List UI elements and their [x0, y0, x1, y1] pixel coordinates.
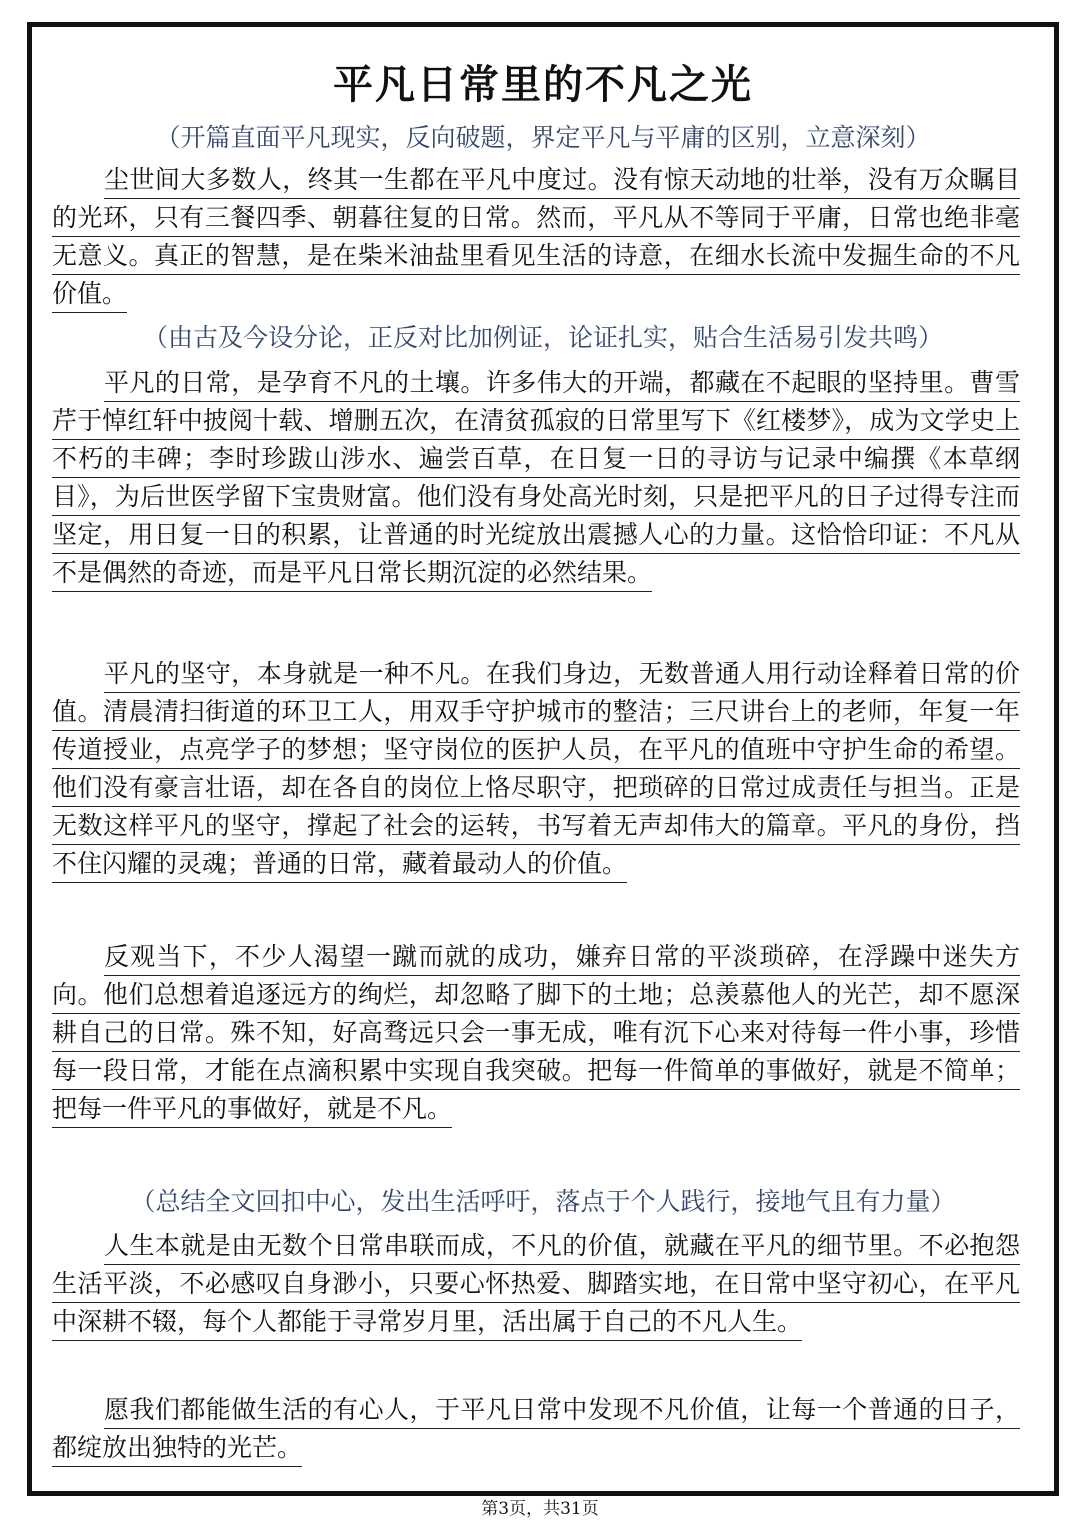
paragraph-3: [52, 655, 1020, 883]
paragraph-6: [52, 1391, 1020, 1467]
paragraph-5: [52, 1227, 1020, 1341]
annotation-conclusion: （总结全文回扣中心，发出生活呼吁，落点于个人践行，接地气且有力量）: [130, 1187, 956, 1216]
page-number: 第3页，共31页: [481, 1499, 599, 1519]
paragraph-2: [52, 364, 1020, 592]
essay-title: 平凡日常里的不凡之光: [333, 61, 753, 108]
page-frame: [27, 22, 1059, 1496]
paragraph-3-text: 平凡的坚守，本身就是一种不凡。在我们身边，无数普通人用行动诠释着日常的价值。清晨清扫街道的环卫工人，用双手守护城市的整洁；三尺讲台上的老师，年复一年传道授业，点亮学子的梦想；坚守岗位的医护人员，在平凡的值班中守护生命的希望。他们没有豪言壮语，却在各自的岗位上恪尽职守，把琐碎的日常过成责任与担当。正是无数这样平凡的坚守，撑起了社会的运转，书写着无声却伟大的篇章。平凡的身份，挡不住闪耀的灵魂；普通的日常，藏着最动人的价值。: [52, 659, 1020, 883]
annotation-body: （由古及今设分论，正反对比加例证，论证扎实，贴合生活易引发共鸣）: [142, 323, 943, 352]
paragraph-1: [52, 161, 1020, 313]
paragraph-6-text: 愿我们都能做生活的有心人，于平凡日常中发现不凡价值，让每一个普通的日子，都绽放出独特的光芒。: [52, 1395, 1020, 1467]
annotation-intro: （开篇直面平凡现实，反向破题，界定平凡与平庸的区别，立意深刻）: [155, 123, 931, 152]
paragraph-2-text: 平凡的日常，是孕育不凡的土壤。许多伟大的开端，都藏在不起眼的坚持里。曹雪芹于悼红轩中披阅十载、增删五次，在清贫孤寂的日常里写下《红楼梦》，成为文学史上不朽的丰碑；李时珍跋山涉水、遍尝百草，在日复一日的寻访与记录中编撰《本草纲目》，为后世医学留下宝贵财富。他们没有身处高光时刻，只是把平凡的日子过得专注而坚定，用日复一日的积累，让普通的时光绽放出震撼人心的力量。这恰恰印证：不凡从不是偶然的奇迹，而是平凡日常长期沉淀的必然结果。: [52, 368, 1020, 592]
paragraph-1-text: 尘世间大多数人，终其一生都在平凡中度过。没有惊天动地的壮举，没有万众瞩目的光环，只有三餐四季、朝暮往复的日常。然而，平凡从不等同于平庸，日常也绝非毫无意义。真正的智慧，是在柴米油盐里看见生活的诗意，在细水长流中发掘生命的不凡价值。: [52, 165, 1020, 313]
paragraph-4: [52, 938, 1020, 1128]
paragraph-4-text: 反观当下，不少人渴望一蹴而就的成功，嫌弃日常的平淡琐碎，在浮躁中迷失方向。他们总想着追逐远方的绚烂，却忽略了脚下的土地；总羡慕他人的光芒，却不愿深耕自己的日常。殊不知，好高骛远只会一事无成，唯有沉下心来对待每一件小事，珍惜每一段日常，才能在点滴积累中实现自我突破。把每一件简单的事做好，就是不简单；把每一件平凡的事做好，就是不凡。: [52, 942, 1020, 1128]
paragraph-5-text: 人生本就是由无数个日常串联而成，不凡的价值，就藏在平凡的细节里。不必抱怨生活平淡，不必感叹自身渺小，只要心怀热爱、脚踏实地，在日常中坚守初心，在平凡中深耕不辍，每个人都能于寻常岁月里，活出属于自己的不凡人生。: [52, 1231, 1020, 1341]
